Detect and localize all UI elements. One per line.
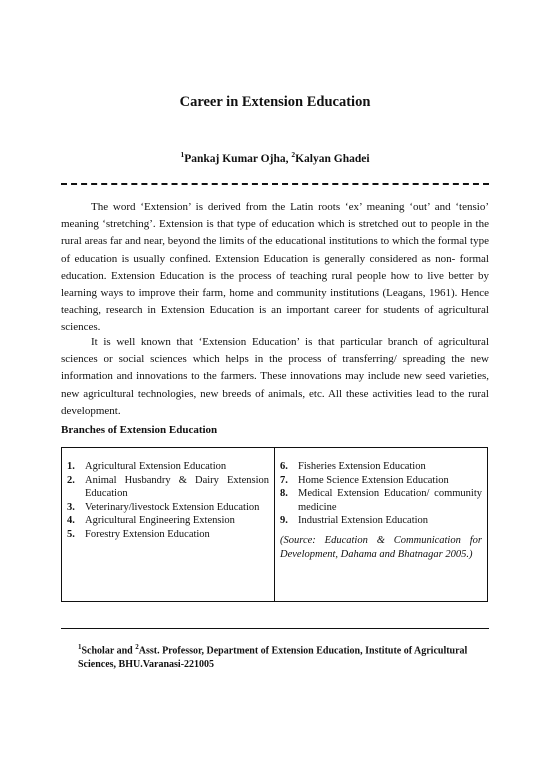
- list-item: [280, 460, 482, 474]
- author1-name: Pankaj Kumar Ojha,: [184, 152, 292, 165]
- list-item: [280, 474, 482, 488]
- author1-affiliation-mark: 1: [180, 150, 185, 159]
- list-number: 6.: [280, 461, 288, 472]
- section-heading: Branches of Extension Education: [61, 424, 218, 436]
- list-number: 5.: [67, 528, 75, 540]
- list-item: [67, 460, 269, 474]
- list-number: 3.: [67, 501, 75, 513]
- branches-left-column: [62, 448, 275, 601]
- list-number: 2.: [67, 474, 75, 486]
- list-text: Industrial Extension Education: [298, 515, 429, 526]
- branches-list-left: [67, 460, 269, 541]
- list-number: 4.: [67, 515, 75, 526]
- list-item: [67, 474, 269, 501]
- dashed-divider: [61, 183, 489, 185]
- footnote: [78, 640, 490, 672]
- footnote-rule: [61, 628, 489, 629]
- footnote-mark-2: 2: [135, 643, 139, 651]
- branches-list-right: [280, 460, 482, 528]
- list-text: Agricultural Extension Education: [85, 461, 227, 472]
- footnote-mark-1: 1: [78, 643, 82, 651]
- intro-paragraph: The word ‘Extension’ is derived from the Latin roots ‘ex’ meaning ‘out’ and ‘tensio’ meaning ‘stretching’. Extension is that type of education which is stretched out to people in the rural areas far and near, beyond the limits of the educational institutions to which the formal type of education is usually confined. Extension Education is generally considered as non- formal education. Extension Education is the process of teaching rural people how to live better by learning ways to improve their farm, home and community institutions (Leagans, 1961). Hence teaching, research in Extension Education is an important career for students of agricultural sciences.: [61, 201, 489, 334]
- list-text: Home Science Extension Education: [298, 474, 449, 486]
- list-number: 1.: [67, 461, 75, 472]
- source-citation: (Source: Education & Communication for Development, Dahama and Bhatnagar 2005.): [280, 534, 482, 560]
- author2-name: Kalyan Ghadei: [295, 152, 370, 165]
- branches-right-column: [275, 448, 487, 601]
- footnote-text-2: Asst. Professor, Department of Extension Education, Institute of Agricultural Sciences, BHU.Varanasi-221005: [78, 645, 468, 671]
- list-text: Medical Extension Education/ community medicine: [298, 488, 482, 513]
- footnote-text-1: Scholar and: [81, 645, 136, 657]
- list-item: [280, 514, 482, 528]
- list-text: Agricultural Engineering Extension: [85, 515, 235, 526]
- list-item: [67, 501, 269, 515]
- list-number: 7.: [280, 474, 288, 486]
- list-item: [67, 514, 269, 528]
- page-title: Career in Extension Education: [179, 94, 371, 110]
- author-line: [0, 150, 550, 165]
- list-item: [280, 487, 482, 514]
- list-item: [67, 528, 269, 542]
- author2-affiliation-mark: 2: [291, 150, 296, 159]
- list-text: Animal Husbandry & Dairy Extension Education: [85, 474, 269, 499]
- list-text: Forestry Extension Education: [85, 528, 210, 540]
- list-text: Veterinary/livestock Extension Education: [85, 501, 260, 513]
- second-paragraph: It is well known that ‘Extension Education’ is that particular branch of agricultural sciences or social sciences which helps in the process of transferring/ spreading the new information and innovations to the farmers. These innovations may include new seed varieties, new agricultural technologies, new breeds of animals, etc. All these activities lead to the rural development.: [61, 336, 489, 417]
- branches-table: [61, 447, 488, 602]
- list-text: Fisheries Extension Education: [298, 461, 426, 472]
- list-number: 9.: [280, 515, 288, 526]
- list-number: 8.: [280, 488, 288, 499]
